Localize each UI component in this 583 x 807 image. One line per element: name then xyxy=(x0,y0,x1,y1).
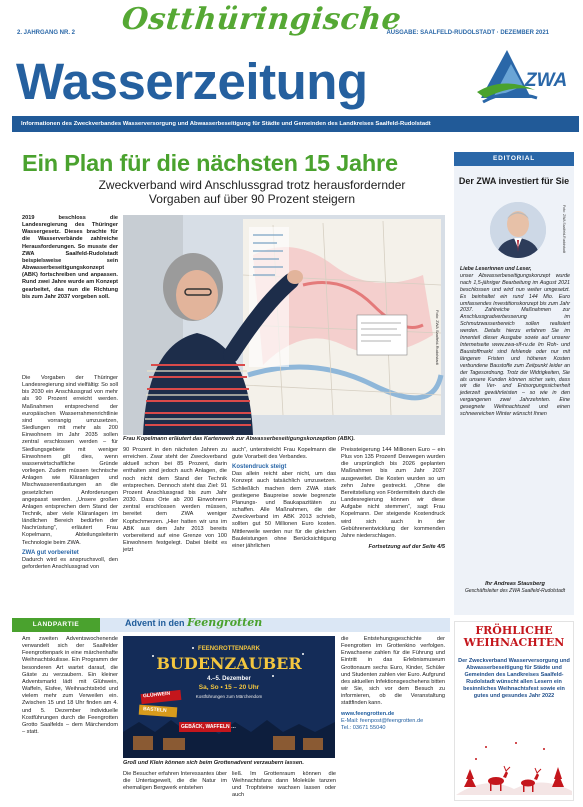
issue-label: 2. JAHRGANG NR. 2 xyxy=(17,30,76,36)
editorial-title: Der ZWA investiert für Sie xyxy=(458,176,570,186)
photo-caption: Frau Kopelmann erläutert das Kartenwerk zur Abwasserbeseitigungskonzeption (ABK). xyxy=(123,436,355,442)
landpartie-column-3 xyxy=(232,771,336,800)
article-column-2 xyxy=(123,447,227,554)
brand-main-title: Wasserzeitung xyxy=(16,53,368,110)
budenzauber-poster xyxy=(123,636,335,758)
christmas-title xyxy=(454,625,574,649)
col2-text: 90 Prozent in den nächsten Jahren zu erreichen. Zwar steht der Zweckverband aktuell schon bei 85 Prozent, darin enthalten sind jedoch auch Anlagen, die noch nicht dem Stand der Technik entsprechen. Dennoch steht das Ziel: 91 Prozent Anschlussgrad bis zum Jahr 2030. Dass Orte ab 200 Einwohnern zentral erschlossen werden müssen, bereitet dem ZWA weniger Kopfschmerzen. „Hier hatten wir uns im ABK aus dem Jahr 2013 bereits vorbereitend auf eine Grenze von 100 Einwohnern festgelegt. Dabei bleibt es jetzt xyxy=(123,447,227,554)
col1-paragraph-2: Dadurch wird es anspruchsvoll, den geforderten Anschlussgrad von xyxy=(22,556,118,570)
editorial-signature-block xyxy=(460,581,570,594)
poster-note: Kostführungen zum Märchendom xyxy=(195,694,263,699)
portrait-illustration xyxy=(490,202,546,258)
landpartie-column-2 xyxy=(123,771,227,792)
tagline-band: Informationen des Zweckverbandes Wasserversorgung und Abwasserbeseitigung für Städte und Gemeinden des Landkreises Saalfeld-Rudolstadt xyxy=(12,116,579,132)
editorial-signature: Ihr Andreas Stausberg xyxy=(485,581,545,587)
col3-subhead: Kostendruck steigt xyxy=(232,464,287,471)
editorial-body: unser Abwasserbeseitigungskonzept wurde nach 1,5-jähriger Bearbeitung im August 2021 beschlossen und wird nun weiter umgesetzt. Es beinhaltet ein rund 144 Mio. Euro umfassendes Investitionskonzept bis zum Jahr 2037. Zahlreiche Maßnahmen zur Anschlussgradverbesserung im Schmutzwasserbereich sollen realisiert werden. Details hierzu erfahren Sie im Innenteil dieser Ausgabe sowie auf unserer Internetseite www.zwa-slf-ru.de Im Roh- und Baustoffmarkt sind fehlende oder nur mit längeren Fristen und höheren Kosten verbundene Baustoffe zum Zeitpunkt leider an der Tagesordnung. Trotz der Widrigkeiten, Sie als unsere Kunden können sicher sein, dass wir die Ver- und Entsorgungssicherheit jederzeit gewährleisten – so wie in den vergangenen zwei Jahrzehnten. Eine gesegnete Weihnachtszeit und einen schneereichen Winter wünscht Ihnen xyxy=(460,272,570,418)
christmas-message: Der Zweckverband Wasserversorgung und Abwasserbeseitigung für Städte und Gemeinden des Landkreises Saalfeld-Rudolstadt wünscht allen Lesern ein besinnliches Weihnachtsfest sowie ein gutes und gesundes Jahr 2022 xyxy=(458,658,570,699)
poster-top: FEENGROTTENPARK xyxy=(198,646,260,652)
brand-script-title: Ostthüringische xyxy=(120,2,404,37)
article-column-1 xyxy=(22,375,118,571)
landpartie-col4-text: die Entstehungsgeschichte der Feengrotten im Grottenkino verfolgen. Erwachsene zahlen für die Führung und Eintritt in das Erlebnismuseum Grottonaum sechs Euro, Kinder, Schüler und Studenten zahlen vier Euro. Aufgrund des aktuellen Infektionsgeschehens bitten wir Sie, sich vor dem Besuch zu informieren, ob die Veranstaltung stattfinden kann. xyxy=(341,636,445,707)
landpartie-column-1 xyxy=(22,636,118,736)
intro-text: 2019 beschloss die Landesregierung des Thüringer Wassergesetz. Dieses brachte für die Wasserverbände zahlreiche Herausforderungen. So musste der ZWA Saalfeld-Rudolstadt beispielsweise sein Abwasserbeseitigungskonzept (ABK) fortschreiben und anpassen. Rund zwei Jahre wurde am Konzept gearbeitet, das nun die Richtung bis zum Jahr 2037 vorgeben soll. xyxy=(22,215,118,300)
article-subheadline: Zweckverband wird Anschlussgrad trotz herausfordernder Vorgaben auf über 90 Prozent steigern xyxy=(98,178,406,206)
article-intro xyxy=(22,215,118,304)
feengrotten-phone: Tel.: 03671 55040 xyxy=(341,724,386,731)
editorial-salutation: Liebe Leserinnen und Leser, xyxy=(460,266,532,272)
photo-credit: Foto: ZWA Saalfeld-Rudolstadt xyxy=(435,310,440,365)
article-column-3 xyxy=(232,447,336,550)
col4-text: Preissteigerung 144 Millionen Euro – ein Plus von 135 Prozent! Deswegen wurden die ursprünglich bis 2026 geplanten Maßnahmen bis zum Jahr 2037 ausgeweitet. Die Kosten wurden so um zehn Jahre gestreckt. „Ohne die Bereitstellung von Fördermitteln durch die Landesregierung können wir diese Aufgabe nicht stemmen“, sagt Frau Kopelmann. Der steigende Kostendruck wird sich auch in der Gebührenentwicklung der kommenden Jahre niederschlagen. xyxy=(341,447,445,539)
col1-paragraph-1: Die Vorgaben der Thüringer Landesregierung sind vielfältig: So soll bis 2030 ein Anschlussgrad von mehr als 90 Prozent erreicht werden. Maßnahmen entsprechend der europäischen Wasserrahmenrichtlinie sind vorrangig umzusetzen, Siedlungen mit mehr als 200 Einwohnern im Jahr 2035 sollen zentral erschlossen werden – für Siedlungsgebiete mit weniger Einwohnern gilt dies, wenn wasserwirtschaftliche Gründe vorliegen. Zudem müssen technische Anlagen wie Kläranlagen und Mischwasserentlastungen an die gesetzlichen Anforderungen angepasst werden. „Unsere großen Anlagen entsprechen dem Stand der Technik, aber viele Kläranlagen im ländlichen Bereich bedürfen der Nachrüstung“, erläutert Frau Kopelmann, Abteilungsleiterin Technologie beim ZWA. xyxy=(22,375,118,546)
article-column-4 xyxy=(341,447,445,551)
zwa-logo-icon xyxy=(473,42,569,108)
editorial-role: Geschäftsleiter des ZWA Saalfeld-Rudolstadt xyxy=(464,588,566,595)
editorial-photo-credit: Foto: ZWA Saalfeld-Rudolstadt xyxy=(562,205,566,253)
poster-sign-2: BASTELN xyxy=(142,706,167,714)
col1-subhead: ZWA gut vorbereitet xyxy=(22,549,79,556)
poster-caption: Groß und Klein können sich beim Grottenadvent verzaubern lassen. xyxy=(123,760,304,766)
poster-sign-3: GEBÄCK, WAFFELN … xyxy=(181,724,236,730)
feengrotten-web-link[interactable]: www.feengrotten.de xyxy=(341,710,395,717)
editorial-portrait xyxy=(490,202,546,258)
poster-title: BUDENZAUBER xyxy=(156,654,302,673)
feengrotten-email[interactable]: E-Mail: feenpost@feengrotten.de xyxy=(341,717,424,724)
photo-illustration xyxy=(123,215,445,435)
landpartie-label: LANDPARTIE xyxy=(12,618,100,632)
christmas-title-line-1: FRÖHLICHE xyxy=(475,624,553,637)
poster-dates: 4.–5. Dezember xyxy=(207,676,251,682)
christmas-title-line-2: WEIHNACHTEN xyxy=(463,636,565,649)
continued-note: Fortsetzung auf der Seite 4/5 xyxy=(368,544,445,551)
col3-paragraph-1: auch“, unterstreicht Frau Kopelmann die gute Vorarbeit des Verbandes. xyxy=(232,447,336,461)
col3-paragraph-2: Das allein reicht aber nicht, um das Konzept auch tatsächlich umzusetzen. Schließlich machen dem ZWA stark gestiegene Baupreise sowie begrenzte Planungs- und Baukapazitäten zu schaffen. Alle Maßnahmen, die der Zweckverband im ABK 2013 schrieb, sollten gut 50 Millionen Euro kosten. Mittlerweile werden nur für die gleichen Bauleistungen ohne Berücksichtigung einer jährlichen xyxy=(232,471,336,549)
reindeer-decoration-icon xyxy=(456,735,572,795)
landpartie-col1-text: Am zweiten Adventswochenende verwandelt sich der Saalfelder Feengrottenpark in eine märchenhafte Weihnachtskulisse. Ein Programm der besonderen Art wartet darauf, die Gäste zu verzaubern. Ein kleiner Adventsmarkt lädt mit Glühwein, Waffeln, Eisfee, Weihnachtsbröd und vielem mehr zum Verweilen ein. Zwischen 15 und 18 Uhr finden am 4. und 5. Dezember individuelle Kostführungen durch die Feengrotten Grotto Saalfelds – dem Märchendom – statt. xyxy=(22,636,118,736)
landpartie-column-4 xyxy=(341,636,445,732)
landpartie-col2-text: Die Besucher erfahren Interessantes über die Untertagewelt, die die Natur im ehemaligen Bergwerk entstehen xyxy=(123,771,227,792)
editorial-text xyxy=(460,266,570,418)
poster-sign-1: GLÜHWEIN xyxy=(142,690,171,700)
edition-label: AUSGABE: SAALFELD-RUDOLSTADT · DEZEMBER 2021 xyxy=(386,30,549,36)
article-photo xyxy=(123,215,445,435)
advent-script: Feengrotten xyxy=(187,616,263,629)
landpartie-col3-text: ließ. Im Grottenraum können die Weihnachtsfans dann Moleküle tanzen und Tropfsteine wachsen lassen oder auch xyxy=(232,771,336,799)
editorial-label: EDITORIAL xyxy=(454,152,574,166)
advent-prefix: Advent in den xyxy=(125,618,185,628)
landpartie-headline xyxy=(125,616,262,629)
logo-text: ZWA xyxy=(525,70,568,91)
poster-times: Sa, So • 15 – 20 Uhr xyxy=(198,684,260,691)
article-headline: Ein Plan für die nächsten 15 Jahre xyxy=(22,150,398,176)
